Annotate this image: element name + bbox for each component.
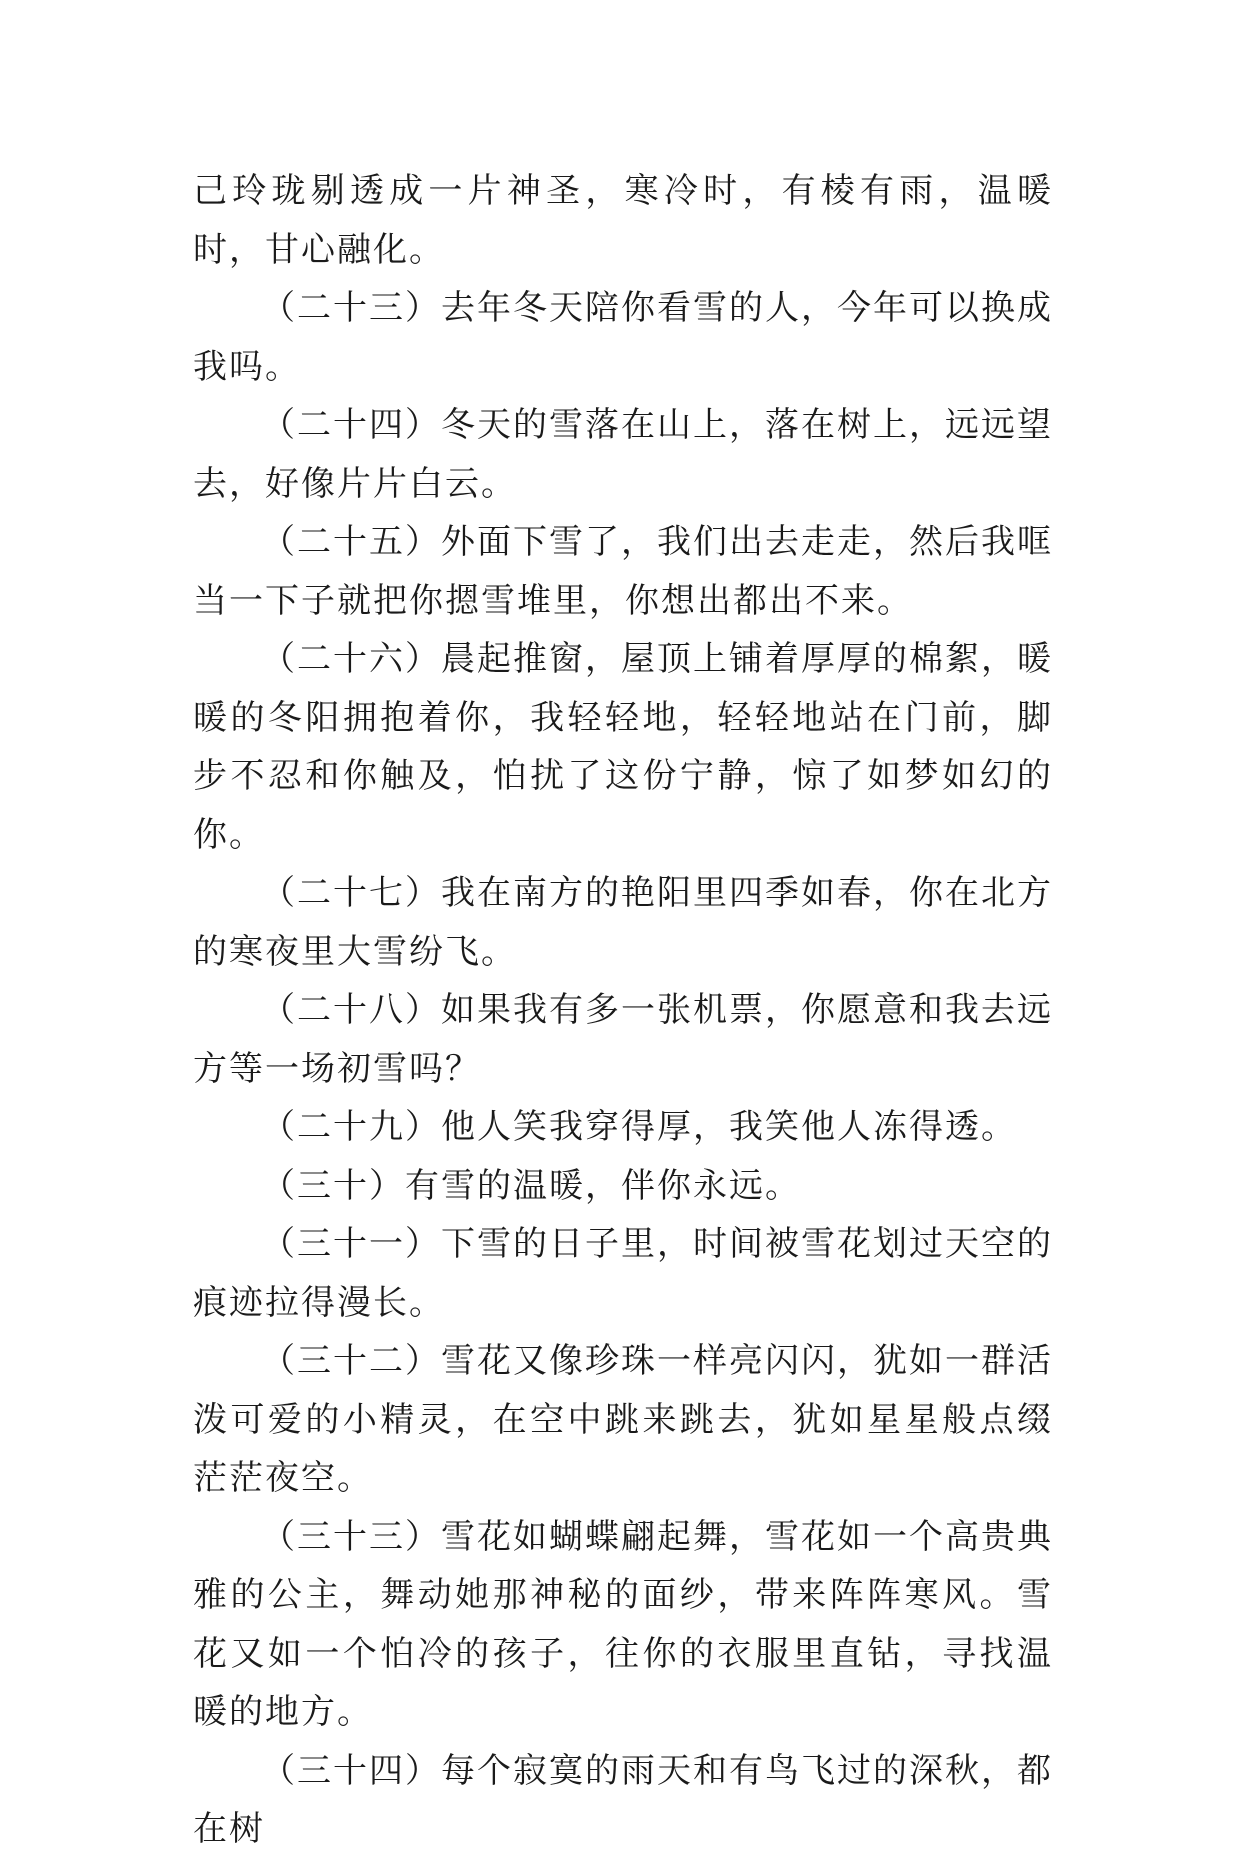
paragraph-29: （二十九）他人笑我穿得厚，我笑他人冻得透。 bbox=[261, 1107, 1017, 1147]
paragraph-33: （三十三）雪花如蝴蝶翩起舞，雪花如一个高贵典雅的公主，舞动她那神秘的面纱，带来阵阵寒风。雪花又如一个怕冷的孩子，往你的衣服里直钻，寻找温暖的地方。 bbox=[193, 1516, 1053, 1732]
paragraph-31: （三十一）下雪的日子里，时间被雪花划过天空的痕迹拉得漫长。 bbox=[193, 1224, 1053, 1323]
paragraph-25: （二十五）外面下雪了，我们出去走走，然后我哐当一下子就把你摁雪堆里，你想出都出不来。 bbox=[193, 522, 1053, 621]
paragraph-28: （二十八）如果我有多一张机票，你愿意和我去远方等一场初雪吗？ bbox=[193, 990, 1053, 1089]
document-body bbox=[193, 162, 1053, 1859]
paragraph-26: （二十六）晨起推窗，屋顶上铺着厚厚的棉絮，暖暖的冬阳拥抱着你，我轻轻地，轻轻地站在门前，脚步不忍和你触及，怕扰了这份宁静，惊了如梦如幻的你。 bbox=[193, 639, 1053, 855]
paragraph-24: （二十四）冬天的雪落在山上，落在树上，远远望去，好像片片白云。 bbox=[193, 405, 1053, 504]
paragraph-32: （三十二）雪花又像珍珠一样亮闪闪，犹如一群活泼可爱的小精灵，在空中跳来跳去，犹如星星般点缀茫茫夜空。 bbox=[193, 1341, 1053, 1498]
paragraph-23: （二十三）去年冬天陪你看雪的人，今年可以换成我吗。 bbox=[193, 288, 1053, 387]
paragraph-30: （三十）有雪的温暖，伴你永远。 bbox=[261, 1165, 801, 1206]
paragraph-34: （三十四）每个寂寞的雨天和有鸟飞过的深秋，都在树 bbox=[193, 1750, 1053, 1849]
paragraph-27: （二十七）我在南方的艳阳里四季如春，你在北方的寒夜里大雪纷飞。 bbox=[193, 873, 1053, 972]
paragraph-continued: 己玲珑剔透成一片神圣，寒冷时，有棱有雨，温暖时，甘心融化。 bbox=[193, 171, 1053, 270]
